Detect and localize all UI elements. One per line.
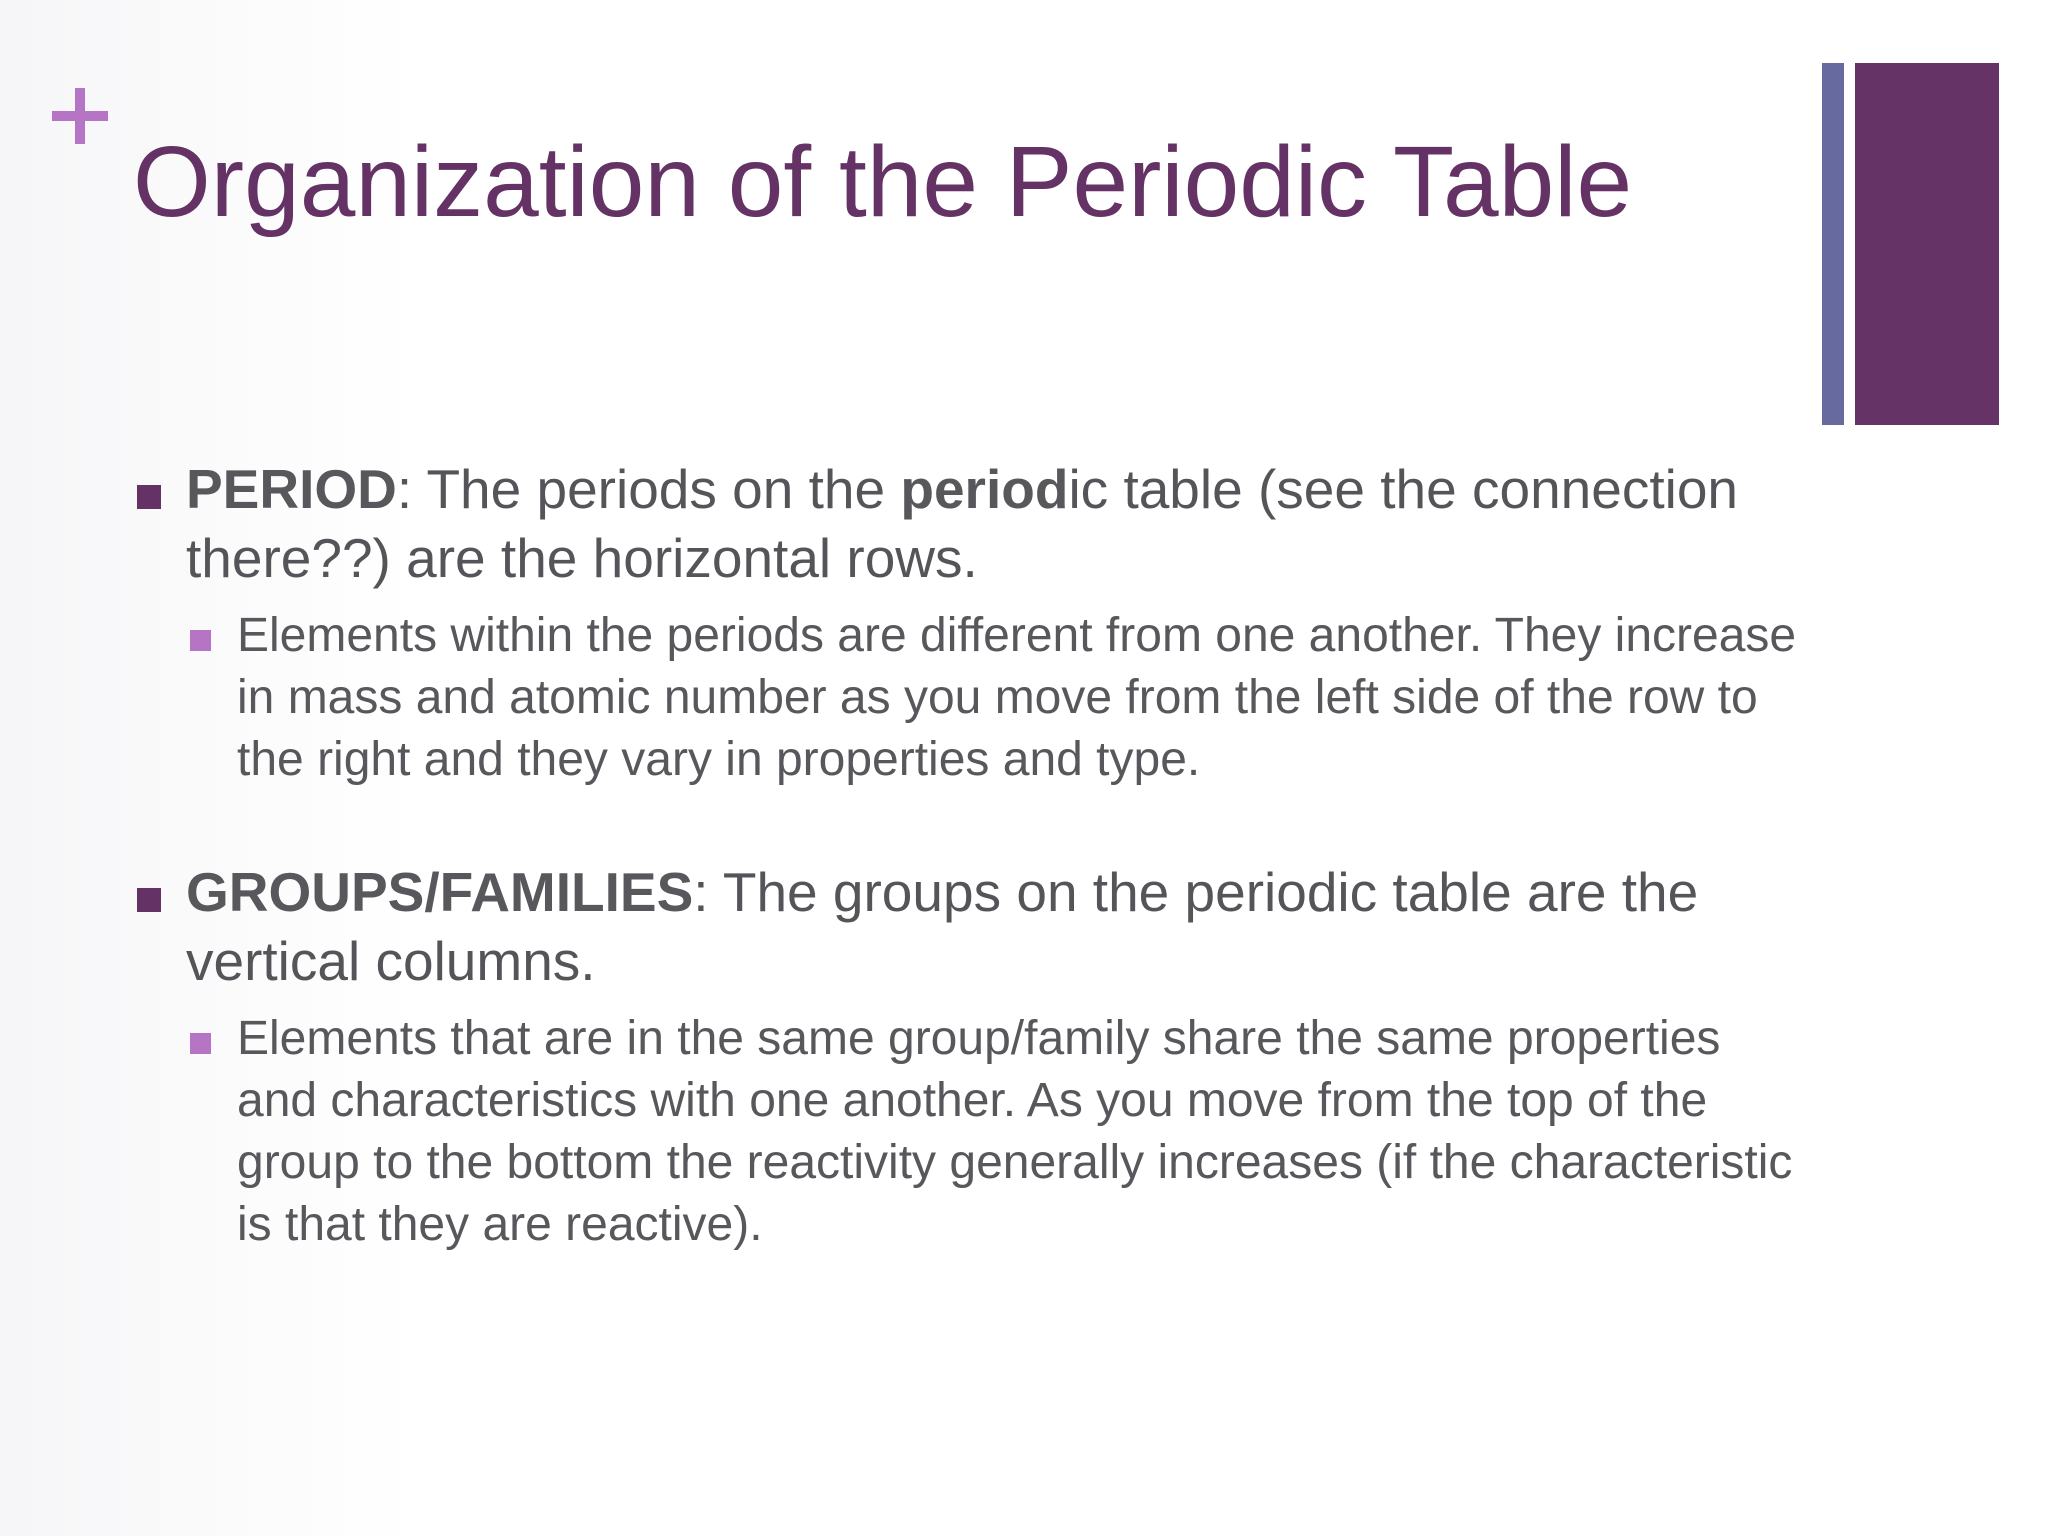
sub-bullet-period: [133, 605, 1813, 791]
square-bullet-icon: [190, 1033, 211, 1054]
bullet-term: PERIOD: [186, 458, 397, 520]
slide-content: [133, 455, 1813, 1256]
accent-bar-thin: [1822, 63, 1844, 425]
plus-icon: [52, 88, 108, 144]
slide-title: Organization of the Periodic Table: [133, 126, 1633, 238]
sub-bullet-text: Elements that are in the same group/family share the same properties and characteristics with one another. As you move from the top of the group to the bottom the reactivity generally increases (if the characteristic is that they are reactive).: [237, 1012, 1793, 1251]
bullet-text: : The groups on the periodic table are the vertical columns.: [186, 861, 1699, 992]
bullet-text: ic table (see the connection there??) are the horizontal rows.: [186, 458, 1739, 589]
square-bullet-icon: [137, 485, 161, 509]
square-bullet-icon: [137, 888, 161, 912]
sub-bullet-text: Elements within the periods are different from one another. They increase in mass and atomic number as you move from the left side of the row to the right and they vary in properties and type.: [237, 609, 1797, 786]
bullet-period: [133, 455, 1813, 593]
bullet-term: GROUPS/FAMILIES: [186, 861, 694, 923]
bullet-groups-families: [133, 858, 1813, 996]
bullet-text: : The periods on the: [396, 458, 901, 520]
bullet-emphasis: period: [900, 458, 1069, 520]
square-bullet-icon: [190, 630, 211, 651]
accent-bar-thick: [1855, 63, 1999, 425]
sub-bullet-groups-families: [133, 1008, 1813, 1256]
